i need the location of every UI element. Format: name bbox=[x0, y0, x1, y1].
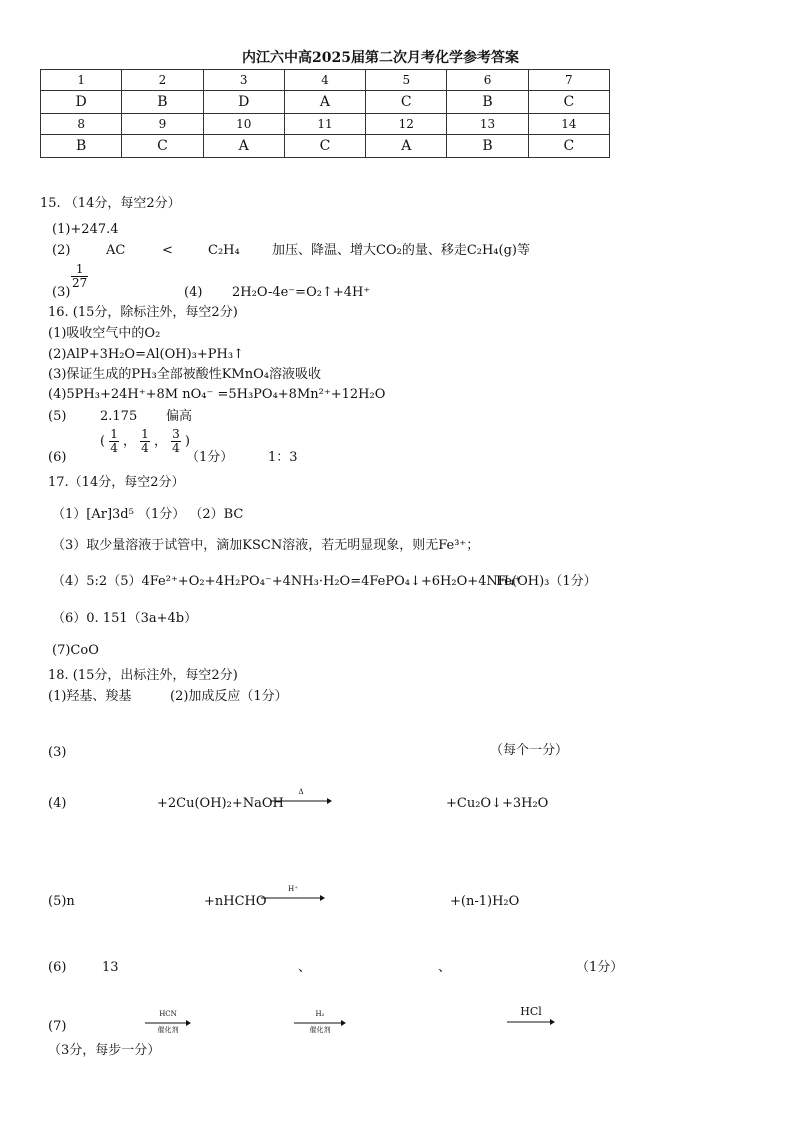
q15-answer-2-product: C₂H₄ bbox=[208, 243, 240, 258]
fraction-numerator: 1 bbox=[110, 427, 118, 441]
question-number-cell: 2 bbox=[122, 70, 203, 91]
question-number-cell: 10 bbox=[203, 114, 284, 135]
q18-answer-7-score: （3分，每步一分） bbox=[48, 1043, 161, 1058]
reaction-condition: Δ bbox=[298, 788, 304, 796]
answer-cell: B bbox=[122, 91, 203, 114]
q16-answer-5-value: 2.175 bbox=[100, 409, 138, 424]
answer-cell: A bbox=[366, 135, 447, 158]
answer-cell: D bbox=[203, 91, 284, 114]
q15-answer-4-label: (4) bbox=[184, 285, 203, 300]
fraction-denominator: 4 bbox=[141, 441, 149, 456]
reaction-condition: HCl bbox=[520, 1005, 542, 1018]
question-number-cell: 7 bbox=[528, 70, 609, 91]
question-number-cell: 8 bbox=[41, 114, 122, 135]
q18-answer-6-separator: 、 bbox=[438, 960, 452, 975]
q15-answer-1: (1)+247.4 bbox=[52, 222, 119, 237]
q16-answer-3: (3)保证生成的PH₃全部被酸性KMnO₄溶液吸收 bbox=[48, 367, 321, 382]
answer-cell: A bbox=[284, 91, 365, 114]
q18-header: 18. (15分，出标注外，每空2分) bbox=[48, 668, 238, 683]
answer-cell: B bbox=[447, 91, 528, 114]
comma: ， bbox=[153, 433, 167, 449]
fraction-numerator: 1 bbox=[71, 263, 88, 277]
answer-cell: D bbox=[41, 91, 122, 114]
answer-cell: C bbox=[528, 91, 609, 114]
question-number-cell: 9 bbox=[122, 114, 203, 135]
q15-answer-2-label: (2) bbox=[52, 243, 71, 258]
q18-answer-5-reactants: +nHCHO bbox=[204, 894, 267, 909]
question-number-cell: 12 bbox=[366, 114, 447, 135]
fraction-denominator: 4 bbox=[172, 441, 180, 456]
q18-answer-6-count: 13 bbox=[102, 960, 119, 975]
q17-header: 17.（14分，每空2分） bbox=[48, 475, 185, 490]
answer-cell: B bbox=[41, 135, 122, 158]
table-row bbox=[41, 135, 610, 158]
q16-answer-1: (1)吸收空气中的O₂ bbox=[48, 326, 161, 341]
comma: ， bbox=[123, 433, 137, 449]
fraction-denominator: 27 bbox=[72, 276, 88, 291]
q18-answer-3-note: （每个一分） bbox=[490, 743, 569, 758]
q18-answer-5-label: (5)n bbox=[48, 894, 75, 909]
q16-answer-6-label: (6) bbox=[48, 450, 67, 465]
answer-cell: C bbox=[366, 91, 447, 114]
question-number-cell: 6 bbox=[447, 70, 528, 91]
reaction-arrow-icon bbox=[507, 1018, 555, 1026]
answer-table bbox=[40, 69, 610, 158]
q18-answer-5-products: +(n-1)H₂O bbox=[450, 894, 520, 909]
question-number-cell: 11 bbox=[284, 114, 365, 135]
q15-answer-3-label: (3) bbox=[52, 285, 71, 300]
q16-answer-6-score: （1分） bbox=[186, 450, 234, 465]
question-number-cell: 4 bbox=[284, 70, 365, 91]
q18-answer-6-separator: 、 bbox=[298, 960, 312, 975]
answer-cell: C bbox=[284, 135, 365, 158]
q17-answer-6: （6）0. 151（3a+4b） bbox=[52, 611, 198, 626]
q17-answer-4-5: （4）5:2（5）4Fe²⁺+O₂+4H₂PO₄⁻+4NH₃·H₂O=4FePO₄↓+6H₂O+4NH₄⁺ bbox=[52, 574, 522, 589]
q16-answer-5-effect: 偏高 bbox=[166, 409, 193, 424]
table-row bbox=[41, 114, 610, 135]
q15-answer-2-methods: 加压、降温、增大CO₂的量、移走C₂H₄(g)等 bbox=[272, 243, 530, 258]
q18-answer-1: (1)羟基、羧基 bbox=[48, 689, 132, 704]
answer-cell: C bbox=[528, 135, 609, 158]
q17-answer-5-extra: Fe(OH)₃（1分） bbox=[496, 574, 597, 589]
q16-answer-4: (4)5PH₃+24H⁺+8M nO₄⁻ =5H₃PO₄+8Mn²⁺+12H₂O bbox=[48, 387, 386, 402]
reaction-condition: H₂ bbox=[315, 1010, 325, 1018]
q18-answer-2: (2)加成反应（1分） bbox=[170, 689, 288, 704]
q18-answer-6-score: （1分） bbox=[576, 960, 624, 975]
q18-answer-7-arrow-2 bbox=[294, 1010, 346, 1034]
q18-answer-7-arrow-1 bbox=[145, 1010, 191, 1034]
q16-answer-6-coordinates bbox=[100, 428, 190, 455]
answer-cell: C bbox=[122, 135, 203, 158]
open-paren: ( bbox=[100, 433, 106, 449]
q15-answer-2-choice: AC bbox=[106, 243, 126, 258]
fraction-numerator: 3 bbox=[172, 427, 180, 441]
q18-answer-3-label: (3) bbox=[48, 745, 67, 760]
close-paren: ) bbox=[184, 433, 190, 449]
q18-answer-4-reactants: +2Cu(OH)₂+NaOH bbox=[157, 796, 284, 811]
reaction-arrow-icon bbox=[270, 797, 332, 805]
q16-answer-2: (2)AlP+3H₂O=Al(OH)₃+PH₃↑ bbox=[48, 347, 244, 362]
q18-answer-4-products: +Cu₂O↓+3H₂O bbox=[446, 796, 549, 811]
reaction-arrow-icon bbox=[261, 894, 325, 902]
question-number-cell: 13 bbox=[447, 114, 528, 135]
q18-answer-4-arrow bbox=[270, 788, 332, 805]
q17-answer-1-2: （1）[Ar]3d⁵ （1分） （2）BC bbox=[52, 507, 244, 522]
q18-answer-4-label: (4) bbox=[48, 796, 67, 811]
fraction-denominator: 4 bbox=[110, 441, 118, 456]
q15-header: 15. （14分，每空2分） bbox=[40, 196, 181, 211]
question-number-cell: 14 bbox=[528, 114, 609, 135]
answer-cell: A bbox=[203, 135, 284, 158]
table-row bbox=[41, 70, 610, 91]
question-number-cell: 3 bbox=[203, 70, 284, 91]
q16-answer-5-label: (5) bbox=[48, 409, 67, 424]
question-number-cell: 5 bbox=[366, 70, 447, 91]
q18-answer-7-arrow-3 bbox=[507, 1005, 555, 1026]
fraction-numerator: 1 bbox=[141, 427, 149, 441]
reaction-catalyst: 催化剂 bbox=[157, 1026, 179, 1034]
answer-cell: B bbox=[447, 135, 528, 158]
table-row bbox=[41, 91, 610, 114]
q17-answer-7: (7)CoO bbox=[52, 643, 99, 658]
q16-header: 16. (15分，除标注外，每空2分) bbox=[48, 305, 238, 320]
q15-answer-3-fraction bbox=[71, 263, 88, 290]
q16-answer-6-ratio: 1：3 bbox=[268, 450, 298, 465]
page-title: 内江六中高2025届第二次月考化学参考答案 bbox=[242, 50, 519, 66]
q17-answer-3: （3）取少量溶液于试管中，滴加KSCN溶液，若无明显现象，则无Fe³⁺； bbox=[52, 538, 480, 553]
q18-answer-7-label: (7) bbox=[48, 1019, 67, 1034]
reaction-catalyst: 催化剂 bbox=[309, 1026, 331, 1034]
question-number-cell: 1 bbox=[41, 70, 122, 91]
reaction-condition: HCN bbox=[159, 1010, 177, 1018]
reaction-condition: H⁺ bbox=[288, 885, 298, 893]
q18-answer-5-arrow bbox=[261, 885, 325, 902]
q18-answer-6-label: (6) bbox=[48, 960, 67, 975]
q15-answer-4-equation: 2H₂O-4e⁻=O₂↑+4H⁺ bbox=[232, 285, 371, 300]
q15-answer-2-compare: < bbox=[162, 243, 173, 258]
